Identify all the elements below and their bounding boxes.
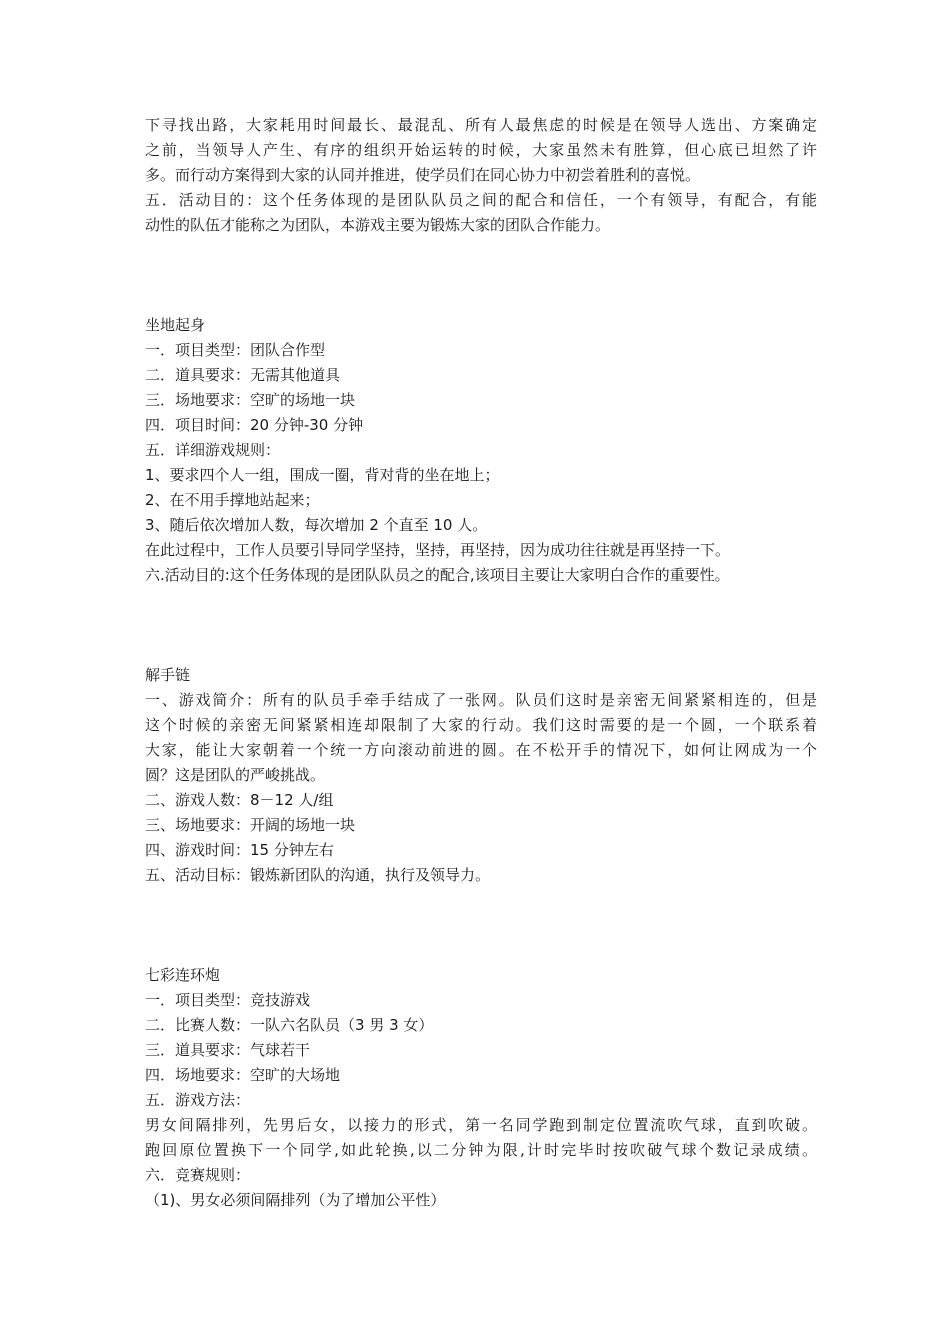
section-spacer	[145, 888, 817, 963]
text-line: 三．场地要求：空旷的场地一块	[145, 391, 356, 409]
document-page	[145, 113, 817, 1213]
text-line: 这个时候的亲密无间紧紧相连却限制了大家的行动。我们这时需要的是一个圆，一个联系着	[145, 716, 817, 734]
text-line: 大家，能让大家朝着一个统一方向滚动前进的圆。在不松开手的情况下，如何让网成为一个	[145, 741, 817, 759]
text-line: 四．场地要求：空旷的大场地	[145, 1066, 341, 1084]
text-line: 一、游戏简介：所有的队员手牵手结成了一张网。队员们这时是亲密无间紧紧相连的，但是	[145, 691, 817, 709]
text-line: 2、在不用手撑地站起来；	[145, 491, 320, 509]
text-line: 二．道具要求：无需其他道具	[145, 366, 341, 384]
text-line: 六．竞赛规则：	[145, 1166, 251, 1184]
text-line: 二、游戏人数：8－12 人/组	[145, 791, 334, 809]
section-spacer	[145, 238, 817, 313]
text-line: 圆？这是团队的严峻挑战。	[145, 766, 326, 784]
text-line: 1、要求四个人一组，围成一圈，背对背的坐在地上；	[145, 466, 500, 484]
text-line: 二．比赛人数：一队六名队员（3 男 3 女）	[145, 1016, 434, 1034]
text-line: 一．项目类型：竞技游戏	[145, 991, 311, 1009]
section-spacer	[145, 588, 817, 663]
text-line: （1)、男女必须间隔排列（为了增加公平性）	[145, 1191, 446, 1209]
text-line: 五．游戏方法：	[145, 1091, 251, 1109]
text-line: 五．详细游戏规则：	[145, 441, 281, 459]
text-line: 四．项目时间：20 分钟-30 分钟	[145, 416, 364, 434]
text-line: 多。而行动方案得到大家的认同并推进，使学员们在同心协力中初尝着胜利的喜悦。	[145, 166, 701, 184]
section-title: 解手链	[145, 666, 191, 684]
text-line: 下寻找出路，大家耗用时间最长、最混乱、所有人最焦虑的时候是在领导人选出、方案确定	[145, 116, 817, 134]
text-line: 动性的队伍才能称之为团队，本游戏主要为锻炼大家的团队合作能力。	[145, 216, 611, 234]
text-line: 之前，当领导人产生、有序的组织开始运转的时候，大家虽然未有胜算，但心底已坦然了许	[145, 141, 817, 159]
text-line: 四、游戏时间：15 分钟左右	[145, 841, 334, 859]
sit-up-section	[145, 313, 817, 588]
cannon-section	[145, 963, 817, 1213]
text-line: 三．道具要求：气球若干	[145, 1041, 311, 1059]
text-line: 五．活动目的：这个任务体现的是团队队员之间的配合和信任，一个有领导，有配合，有能	[145, 191, 817, 209]
text-line: 六.活动目的:这个任务体现的是团队队员之的配合,该项目主要让大家明白合作的重要性。	[145, 566, 730, 584]
text-line: 3、随后依次增加人数，每次增加 2 个直至 10 人。	[145, 516, 488, 534]
intro-section	[145, 113, 817, 238]
text-line: 在此过程中，工作人员要引导同学坚持，坚持，再坚持，因为成功往往就是再坚持一下。	[145, 541, 731, 559]
section-title: 坐地起身	[145, 316, 206, 334]
text-line: 三、场地要求：开阔的场地一块	[145, 816, 356, 834]
chain-section	[145, 663, 817, 888]
section-title: 七彩连环炮	[145, 966, 221, 984]
text-line: 跑回原位置换下一个同学,如此轮换,以二分钟为限,计时完毕时按吹破气球个数记录成绩。	[145, 1141, 817, 1159]
text-line: 一．项目类型：团队合作型	[145, 341, 326, 359]
text-line: 男女间隔排列，先男后女，以接力的形式，第一名同学跑到制定位置流吹气球，直到吹破。	[145, 1116, 817, 1134]
text-line: 五、活动目标：锻炼新团队的沟通，执行及领导力。	[145, 866, 491, 884]
